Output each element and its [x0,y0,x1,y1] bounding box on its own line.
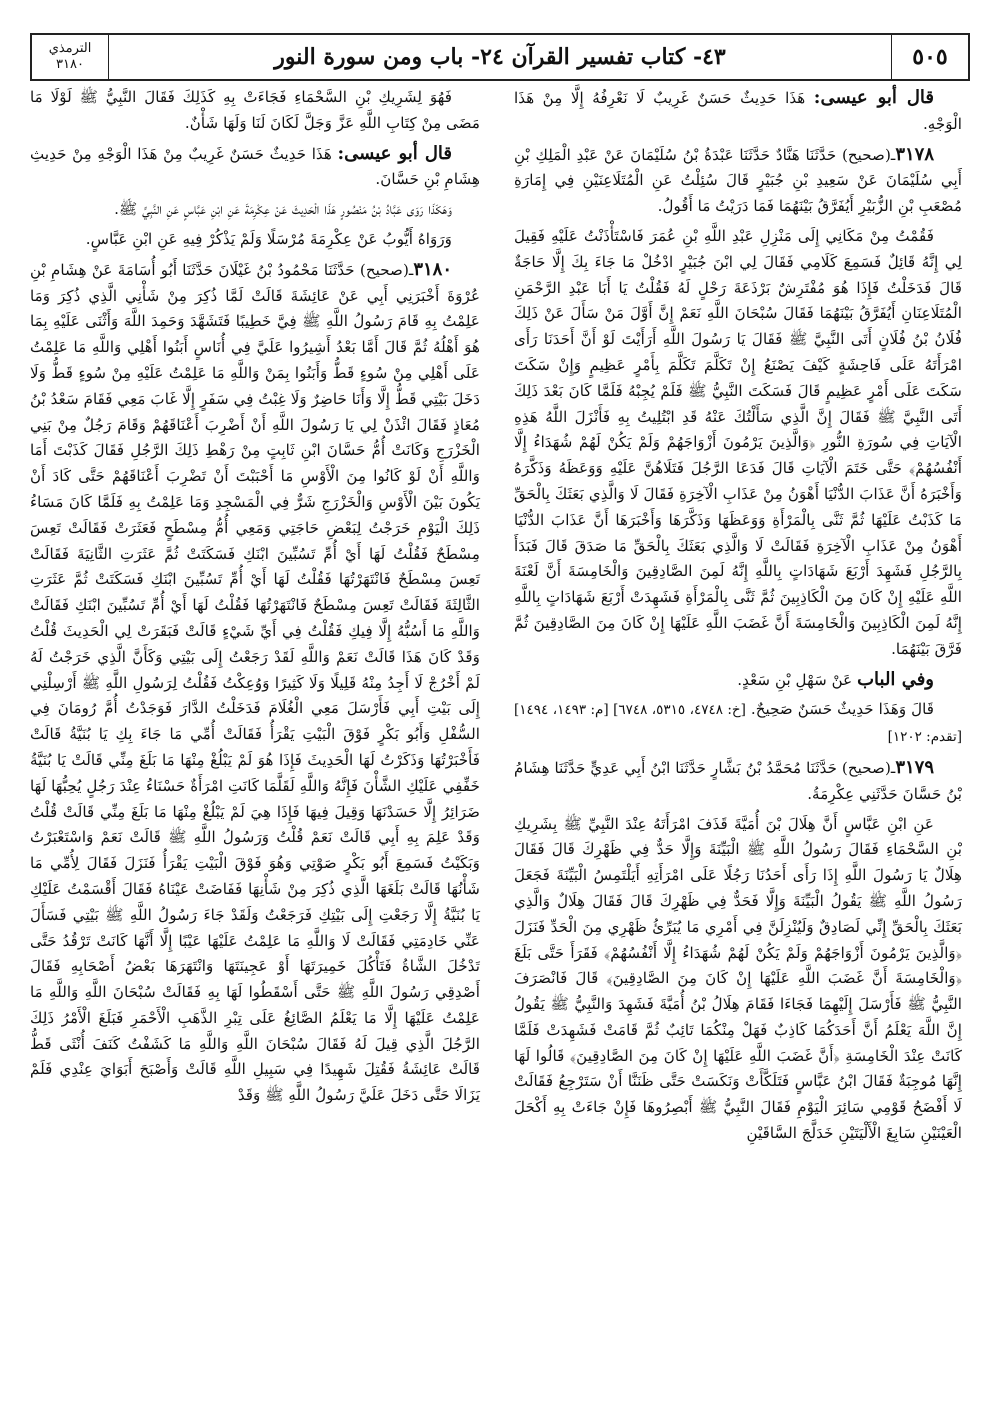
paragraph [30,227,480,253]
paragraph-text: ـ(صحيح) حَدَّثَنَا مُحَمَّدُ بْنُ بَشَّارٍ حَدَّثَنَا ابْنُ أَبِي عَدِيٍّ حَدَّثَنَا هِشَامُ بْنُ حَسَّانَ حَدَّثَنِي عِكْرِمَةُ. [514,758,962,803]
paragraph-label: قال أبو عيسى: [813,87,934,108]
paragraph [514,142,962,220]
hadith-number: ٣١٧٨ [895,143,934,165]
paragraph-label: وفي الباب [857,668,934,690]
paragraph [514,85,962,138]
paragraph-text: ـ(صحيح) حَدَّثَنَا هَنَّادٌ حَدَّثَنَا عَبْدَةُ بْنُ سُلَيْمَانَ عَنْ عَبْدِ الْمَلِكِ بْنِ أَبِي سُلَيْمَانَ عَنْ سَعِيدِ بْنِ جُبَيْرٍ قَالَ سُئِلْتُ عَنِ الْمُتَلَاعِنَيْنِ فِي إِمَارَةِ مُصْعَبِ بْنِ الزُّبَيْرِ أَيُفَرَّقُ بَيْنَهُمَا فَمَا دَرَيْتُ مَا أَقُولُ. [514,145,962,216]
book-name: الترمذي [48,41,92,56]
paragraph-text: وَهَكَذَا رَوَى عَبَّادُ بْنُ مَنْصُورٍ هَذَا الْحَدِيثَ عَنْ عِكْرِمَةَ عَنِ ابْنِ عَبَّاسٍ عَنِ النَّبِيِّ ﷺ. [114,200,452,219]
paragraph [514,697,962,751]
paragraph [30,85,480,137]
paragraph-text: فَقُمْتُ مِنْ مَكَانِي إِلَى مَنْزِلِ عَبْدِ اللَّهِ بْنِ عُمَرَ فَاسْتَأْذَنْتُ عَلَيْهِ فَقِيلَ لِي إِنَّهُ قَائِلٌ فَسَمِعَ كَلَامِي فَقَالَ لِي ابْنَ جُبَيْرٍ ادْخُلْ مَا جَاءَ بِكَ إِلَّا حَاجَةٌ قَالَ فَدَخَلْتُ فَإِذَا هُوَ مُفْتَرِشٌ بَرْذَعَةَ رَحْلٍ لَهُ فَقُلْتُ يَا أَبَا عَبْدِ الرَّحْمَنِ الْمُتَلَاعِنَانِ أَيُفَرَّقُ بَيْنَهُمَا فَقَالَ سُبْحَانَ اللَّهِ نَعَمْ إِنَّ أَوَّلَ مَنْ سَأَلَ عَنْ ذَلِكَ فُلَانُ بْنُ فُلَانٍ أَتَى النَّبِيَّ ﷺ فَقَالَ يَا رَسُولَ اللَّهِ أَرَأَيْتَ لَوْ أَنَّ أَحَدَنَا رَأَى امْرَأَتَهُ عَلَى فَاحِشَةٍ كَيْفَ يَصْنَعُ إِنْ تَكَلَّمَ تَكَلَّمَ بِأَمْرٍ عَظِيمٍ وَإِنْ سَكَتَ سَكَتَ عَلَى أَمْرٍ عَظِيمٍ قَالَ فَسَكَتَ النَّبِيُّ ﷺ فَلَمْ يُجِبْهُ فَلَمَّا كَانَ بَعْدَ ذَلِكَ أَتَى النَّبِيَّ ﷺ فَقَالَ إِنَّ الَّذِي سَأَلْتُكَ عَنْهُ قَدِ ابْتُلِيتُ بِهِ فَأَنْزَلَ اللَّهُ هَذِهِ الْآيَاتِ فِي سُورَةِ النُّورِ ﴿وَالَّذِينَ يَرْمُونَ أَزْوَاجَهُمْ وَلَمْ يَكُنْ لَهُمْ شُهَدَاءُ إِلَّا أَنْفُسُهُمْ﴾ حَتَّى خَتَمَ الْآيَاتِ قَالَ فَدَعَا الرَّجُلَ فَتَلَاهُنَّ عَلَيْهِ وَوَعَظَهُ وَذَكَّرَهُ وَأَخْبَرَهُ أَنَّ عَذَابَ الدُّنْيَا أَهْوَنُ مِنْ عَذَابِ الْآخِرَةِ فَقَالَ لَا وَالَّذِي بَعَثَكَ بِالْحَقِّ مَا كَذَبْتُ عَلَيْهَا ثُمَّ ثَنَّى بِالْمَرْأَةِ وَوَعَظَهَا وَذَكَّرَهَا وَأَخْبَرَهَا أَنَّ عَذَابَ الدُّنْيَا أَهْوَنُ مِنْ عَذَابِ الْآخِرَةِ فَقَالَتْ لَا وَالَّذِي بَعَثَكَ بِالْحَقِّ مَا صَدَقَ قَالَ فَبَدَأَ بِالرَّجُلِ فَشَهِدَ أَرْبَعَ شَهَادَاتٍ بِاللَّهِ إِنَّهُ لَمِنَ الصَّادِقِينَ وَالْخَامِسَةَ أَنَّ لَعْنَةَ اللَّهِ عَلَيْهِ إِنْ كَانَ مِنَ الْكَاذِبِينَ ثُمَّ ثَنَّى بِالْمَرْأَةِ فَشَهِدَتْ أَرْبَعَ شَهَادَاتٍ بِاللَّهِ إِنَّهُ لَمِنَ الْكَاذِبِينَ وَالْخَامِسَةَ أَنَّ غَضَبَ اللَّهِ عَلَيْهَا إِنْ كَانَ مِنَ الصَّادِقِينَ ثُمَّ فَرَّقَ بَيْنَهُمَا. [514,226,962,658]
paragraph [514,667,962,694]
paragraph-text: هَذَا حَدِيثٌ حَسَنٌ غَرِيبٌ لَا نَعْرِفُهُ إِلَّا مِنْ هَذَا الْوَجْهِ. [514,89,962,133]
paragraph [514,224,962,663]
paragraph [30,197,480,223]
right-column [514,85,962,1151]
paragraph-text: فَهُوَ لِشَرِيكِ بْنِ السَّحْمَاءِ فَجَاءَتْ بِهِ كَذَلِكَ فَقَالَ النَّبِيُّ ﷺ لَوْلَا مَا مَضَى مِنْ كِتَابِ اللَّهِ عَزَّ وَجَلَّ لَكَانَ لَنَا وَلَهَا شَأْنٌ. [30,88,480,132]
hadith-reference-number: ٣١٨٠ [56,57,84,72]
hadith-reference-box [32,35,109,79]
paragraph [30,257,480,1109]
paragraph-text: عَنِ ابْنِ عَبَّاسٍ أَنَّ هِلَالَ بْنَ أُمَيَّةَ قَذَفَ امْرَأَتَهُ عِنْدَ النَّبِيِّ ﷺ بِشَرِيكِ بْنِ السَّحْمَاءِ فَقَالَ رَسُولُ اللَّهِ ﷺ الْبَيِّنَةَ وَإِلَّا حَدٌّ فِي ظَهْرِكَ قَالَ فَقَالَ هِلَالٌ يَا رَسُولَ اللَّهِ إِذَا رَأَى أَحَدُنَا رَجُلًا عَلَى امْرَأَتِهِ أَيَلْتَمِسُ الْبَيِّنَةَ فَجَعَلَ رَسُولُ اللَّهِ ﷺ يَقُولُ الْبَيِّنَةَ وَإِلَّا فَحَدٌّ فِي ظَهْرِكَ قَالَ فَقَالَ هِلَالٌ وَالَّذِي بَعَثَكَ بِالْحَقِّ إِنِّي لَصَادِقٌ وَلَيُنْزِلَنَّ فِي أَمْرِي مَا يُبَرِّئُ ظَهْرِي مِنَ الْحَدِّ فَنَزَلَ ﴿وَالَّذِينَ يَرْمُونَ أَزْوَاجَهُمْ وَلَمْ يَكُنْ لَهُمْ شُهَدَاءُ إِلَّا أَنْفُسُهُمْ﴾ فَقَرَأَ حَتَّى بَلَغَ ﴿وَالْخَامِسَةَ أَنَّ غَضَبَ اللَّهِ عَلَيْهَا إِنْ كَانَ مِنَ الصَّادِقِينَ﴾ قَالَ فَانْصَرَفَ النَّبِيُّ ﷺ فَأَرْسَلَ إِلَيْهِمَا فَجَاءَا فَقَامَ هِلَالُ بْنُ أُمَيَّةَ فَشَهِدَ وَالنَّبِيُّ ﷺ يَقُولُ إِنَّ اللَّهَ يَعْلَمُ أَنَّ أَحَدَكُمَا كَاذِبٌ فَهَلْ مِنْكُمَا تَائِبٌ ثُمَّ قَامَتْ فَشَهِدَتْ فَلَمَّا كَانَتْ عِنْدَ الْخَامِسَةِ ﴿أَنَّ غَضَبَ اللَّهِ عَلَيْهَا إِنْ كَانَ مِنَ الصَّادِقِينَ﴾ قَالُوا لَهَا إِنَّهَا مُوجِبَةٌ فَقَالَ ابْنُ عَبَّاسٍ فَتَلَكَّأَتْ وَنَكَسَتْ حَتَّى ظَنَنَّا أَنْ سَتَرْجِعُ فَقَالَتْ لَا أَفْضَحُ قَوْمِي سَائِرَ الْيَوْمِ فَقَالَ النَّبِيُّ ﷺ أَبْصِرُوهَا فَإِنْ جَاءَتْ بِهِ أَكْحَلَ الْعَيْنَيْنِ سَابِغَ الْأَلْيَتَيْنِ خَدَلَّجَ السَّاقَيْنِ [514,814,962,1143]
paragraph-text: قَالَ وَهَذَا حَدِيثٌ حَسَنٌ صَحِيحٌ. [750,700,935,719]
paragraph [514,812,962,1147]
hadith-number: ٣١٨٠ [413,258,452,280]
source-references: [خ: ٤٧٤٨، ٥٣١٥، ٦٧٤٨] [م: ١٤٩٣، ١٤٩٤] [تقدم: ١٢٠٢] [514,702,962,746]
hadith-number: ٣١٧٩ [895,756,934,778]
left-column [30,85,480,1113]
paragraph-text: وَرَوَاهُ أَيُّوبُ عَنْ عِكْرِمَةَ مُرْسَلًا وَلَمْ يَذْكُرْ فِيهِ عَنِ ابْنِ عَبَّاسٍ. [85,229,452,248]
paragraph-text: ـ(صحيح) حَدَّثَنَا مَحْمُودُ بْنُ غَيْلَانَ حَدَّثَنَا أَبُو أُسَامَةَ عَنْ هِشَامِ بْنِ عُرْوَةَ أَخْبَرَنِي أَبِي عَنْ عَائِشَةَ قَالَتْ لَمَّا ذُكِرَ مِنْ شَأْنِي الَّذِي ذُكِرَ وَمَا عَلِمْتُ بِهِ قَامَ رَسُولُ اللَّهِ ﷺ فِيَّ خَطِيبًا فَتَشَهَّدَ وَحَمِدَ اللَّهَ وَأَثْنَى عَلَيْهِ بِمَا هُوَ أَهْلُهُ ثُمَّ قَالَ أَمَّا بَعْدُ أَشِيرُوا عَلَيَّ فِي أُنَاسٍ أَبَنُوا أَهْلِي وَاللَّهِ مَا عَلِمْتُ عَلَى أَهْلِي مِنْ سُوءٍ قَطُّ وَأَبَنُوا بِمَنْ وَاللَّهِ مَا عَلِمْتُ عَلَيْهِ مِنْ سُوءٍ قَطُّ وَلَا دَخَلَ بَيْتِي قَطُّ إِلَّا وَأَنَا حَاضِرٌ وَلَا غِبْتُ فِي سَفَرٍ إِلَّا غَابَ مَعِي فَقَامَ سَعْدُ بْنُ مُعَاذٍ فَقَالَ ائْذَنْ لِي يَا رَسُولَ اللَّهِ أَنْ أَضْرِبَ أَعْنَاقَهُمْ وَقَامَ رَجُلٌ مِنْ بَنِي الْخَزْرَجِ وَكَانَتْ أُمُّ حَسَّانَ ابْنِ ثَابِتٍ مِنْ رَهْطِ ذَلِكَ الرَّجُلِ فَقَالَ كَذَبْتَ أَمَا وَاللَّهِ أَنْ لَوْ كَانُوا مِنَ الْأَوْسِ مَا أَحْبَبْتَ أَنْ تَضْرِبَ أَعْنَاقَهُمْ حَتَّى كَادَ أَنْ يَكُونَ بَيْنَ الْأَوْسِ وَالْخَزْرَجِ شَرٌّ فِي الْمَسْجِدِ وَمَا عَلِمْتُ بِهِ فَلَمَّا كَانَ مَسَاءُ ذَلِكَ الْيَوْمِ خَرَجْتُ لِبَعْضِ حَاجَتِي وَمَعِي أُمُّ مِسْطَحٍ فَعَثَرَتْ فَقَالَتْ تَعِسَ مِسْطَحٌ فَقُلْتُ لَهَا أَيْ أُمِّ تَسُبِّينَ ابْنَكِ فَسَكَتَتْ ثُمَّ عَثَرَتِ الثَّانِيَةَ فَقَالَتْ تَعِسَ مِسْطَحٌ فَانْتَهَرْتُهَا فَقُلْتُ لَهَا أَيْ أُمِّ تَسُبِّينَ ابْنَكِ فَسَكَتَتْ ثُمَّ عَثَرَتِ الثَّالِثَةَ فَقَالَتْ تَعِسَ مِسْطَحٌ فَانْتَهَرْتُهَا فَقُلْتُ لَهَا أَيْ أُمِّ تَسُبِّينَ ابْنَكِ فَقَالَتْ وَاللَّهِ مَا أَسُبُّهُ إِلَّا فِيكِ فَقُلْتُ فِي أَيِّ شَيْءٍ قَالَتْ فَبَقَرَتْ لِي الْحَدِيثَ قُلْتُ وَقَدْ كَانَ هَذَا قَالَتْ نَعَمْ وَاللَّهِ لَقَدْ رَجَعْتُ إِلَى بَيْتِي وَكَأَنَّ الَّذِي خَرَجْتُ لَهُ لَمْ أَخْرُجْ لَا أَجِدُ مِنْهُ قَلِيلًا وَلَا كَثِيرًا وَوُعِكْتُ فَقُلْتُ لِرَسُولِ اللَّهِ ﷺ أَرْسِلْنِي إِلَى بَيْتِ أَبِي فَأَرْسَلَ مَعِي الْغُلَامَ فَدَخَلْتُ الدَّارَ فَوَجَدْتُ أُمَّ رُومَانَ فِي السُّفْلِ وَأَبُو بَكْرٍ فَوْقَ الْبَيْتِ يَقْرَأُ فَقَالَتْ أُمِّي مَا جَاءَ بِكِ يَا بُنَيَّةُ قَالَتْ فَأَخْبَرْتُهَا وَذَكَرْتُ لَهَا الْحَدِيثَ فَإِذَا هُوَ لَمْ يَبْلُغْ مِنْهَا مَا بَلَغَ مِنِّي قَالَتْ يَا بُنَيَّةُ خَفِّفِي عَلَيْكِ الشَّأْنَ فَإِنَّهُ وَاللَّهِ لَقَلَّمَا كَانَتِ امْرَأَةٌ حَسْنَاءُ عِنْدَ رَجُلٍ يُحِبُّهَا لَهَا ضَرَائِرُ إِلَّا حَسَدْنَهَا وَقِيلَ فِيهَا فَإِذَا هِيَ لَمْ يَبْلُغْ مِنْهَا مَا بَلَغَ مِنِّي قَالَتْ قُلْتُ وَقَدْ عَلِمَ بِهِ أَبِي قَالَتْ نَعَمْ قُلْتُ وَرَسُولُ اللَّهِ ﷺ قَالَتْ نَعَمْ وَاسْتَعْبَرْتُ وَبَكَيْتُ فَسَمِعَ أَبُو بَكْرٍ صَوْتِي وَهُوَ فَوْقَ الْبَيْتِ يَقْرَأُ فَنَزَلَ فَقَالَ لِأُمِّي مَا شَأْنُهَا قَالَتْ بَلَغَهَا الَّذِي ذُكِرَ مِنْ شَأْنِهَا فَفَاضَتْ عَيْنَاهُ فَقَالَ أَقْسَمْتُ عَلَيْكِ يَا بُنَيَّةُ إِلَّا رَجَعْتِ إِلَى بَيْتِكِ فَرَجَعْتُ وَلَقَدْ جَاءَ رَسُولُ اللَّهِ ﷺ بَيْتِي فَسَأَلَ عَنِّي خَادِمَتِي فَقَالَتْ لَا وَاللَّهِ مَا عَلِمْتُ عَلَيْهَا عَيْبًا إِلَّا أَنَّهَا كَانَتْ تَرْقُدُ حَتَّى تَدْخُلَ الشَّاةُ فَتَأْكُلَ خَمِيرَتَهَا أَوْ عَجِينَتَهَا وَانْتَهَرَهَا بَعْضُ أَصْحَابِهِ فَقَالَ أَصْدِقِي رَسُولَ اللَّهِ ﷺ حَتَّى أَسْقَطُوا لَهَا بِهِ فَقَالَتْ سُبْحَانَ اللَّهِ وَاللَّهِ مَا عَلِمْتُ عَلَيْهَا إِلَّا مَا يَعْلَمُ الصَّائِغُ عَلَى تِبْرِ الذَّهَبِ الْأَحْمَرِ فَبَلَغَ الْأَمْرُ ذَلِكَ الرَّجُلَ الَّذِي قِيلَ لَهُ فَقَالَ سُبْحَانَ اللَّهِ وَاللَّهِ مَا كَشَفْتُ كَنَفَ أُنْثَى قَطُّ قَالَتْ عَائِشَةُ فَقُتِلَ شَهِيدًا فِي سَبِيلِ اللَّهِ قَالَتْ وَأَصْبَحَ أَبَوَايَ عِنْدِي فَلَمْ يَزَالَا حَتَّى دَخَلَ عَلَيَّ رَسُولُ اللَّهِ ﷺ وَقَدْ [30,260,480,1105]
paragraph-text: عَنْ سَهْلِ بْنِ سَعْدٍ. [737,670,858,689]
paragraph [514,755,962,808]
header-title: ٤٣- كتاب تفسير القرآن ٢٤- باب ومن سورة النور [274,44,726,70]
paragraph-label: قال أبو عيسى: [337,142,452,164]
paragraph [30,141,480,194]
paragraph-text: هَذَا حَدِيثٌ حَسَنٌ غَرِيبٌ مِنْ هَذَا الْوَجْهِ مِنْ حَدِيثِ هِشَامِ بْنِ حَسَّانَ. [30,144,480,189]
page-number: ٥٠٥ [891,35,968,79]
running-header [30,33,970,81]
